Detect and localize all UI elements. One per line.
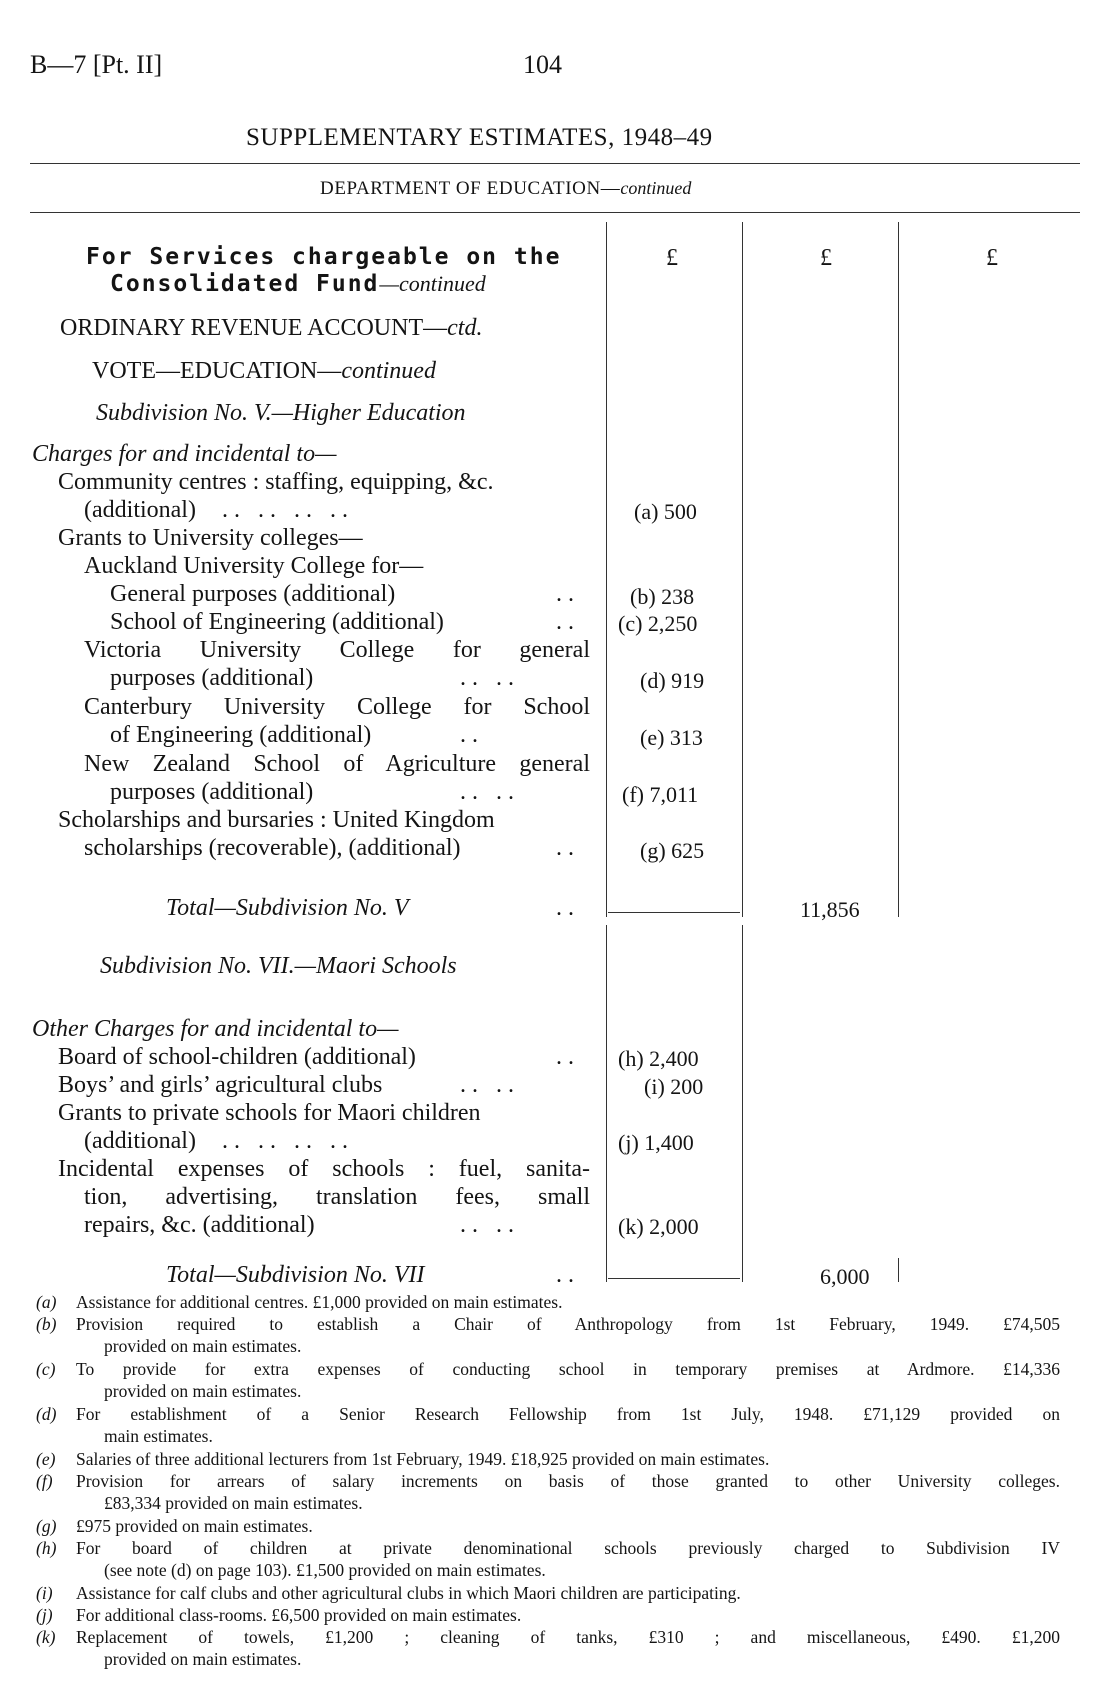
amount-c: (c) 2,250: [618, 611, 698, 636]
line-grants-private-schools-cont: (additional): [84, 1128, 196, 1154]
department-rule: [30, 212, 1080, 213]
leader-dots: ..: [556, 1262, 580, 1288]
line-incidental-expenses-end: repairs, &c. (additional): [84, 1212, 315, 1238]
leader-dots: ..: [556, 895, 580, 921]
line-auckland-general: General purposes (additional): [110, 581, 396, 607]
total-5-rule: [608, 912, 740, 913]
leader-dots: ..: [556, 609, 580, 635]
footnote-d: (d) For establishment of a Senior Research Fellowship from 1st July, 1948. £71,129 provided on: [36, 1404, 1060, 1424]
footnote-k-cont: provided on main estimates.: [104, 1649, 302, 1669]
line-auckland: Auckland University College for—: [84, 553, 424, 579]
amount-f: (f) 7,011: [622, 782, 699, 807]
document-reference: B—7 [Pt. II]: [30, 50, 163, 79]
line-agricultural-clubs: Boys’ and girls’ agricultural clubs: [58, 1072, 383, 1098]
total-subdivision-5-value: 11,856: [800, 897, 860, 922]
total-subdivision-5-label: Total—Subdivision No. V: [166, 895, 409, 921]
page-title: SUPPLEMENTARY ESTIMATES, 1948–49: [246, 124, 713, 151]
amount-b: (b) 238: [630, 584, 695, 609]
leader-dots: ..: [556, 835, 580, 861]
title-rule: [30, 163, 1080, 164]
total-7-rule: [608, 1278, 740, 1279]
line-incidental-expenses-cont: tion, advertising, translation fees, small: [84, 1184, 590, 1210]
footnote-d-cont: main estimates.: [104, 1426, 213, 1446]
subdivision-5-heading: Subdivision No. V.—Higher Education: [96, 400, 466, 426]
subdivision-7-charges-heading: Other Charges for and incidental to—: [32, 1016, 399, 1042]
account-heading: ORDINARY REVENUE ACCOUNT—ctd.: [60, 315, 483, 341]
footnote-i: (i) Assistance for calf clubs and other agricultural clubs in which Maori children are participating.: [36, 1583, 741, 1603]
line-grants-university: Grants to University colleges—: [58, 525, 363, 551]
subdivision-7-heading: Subdivision No. VII.—Maori Schools: [100, 953, 457, 979]
column-divider-3b: [898, 1258, 899, 1282]
amount-h: (h) 2,400: [618, 1046, 699, 1071]
line-nz-agriculture: New Zealand School of Agriculture general: [84, 751, 590, 777]
amount-k: (k) 2,000: [618, 1214, 699, 1239]
line-incidental-expenses: Incidental expenses of schools : fuel, sanita-: [58, 1156, 590, 1182]
footnote-a: (a) Assistance for additional centres. £1,000 provided on main estimates.: [36, 1292, 563, 1312]
leader-dots: .. ..: [460, 779, 520, 805]
leader-dots: .. ..: [460, 1212, 520, 1238]
line-community-centres: Community centres : staffing, equipping, &c.: [58, 469, 494, 495]
footnote-h: (h) For board of children at private denominational schools previously charged to Subdivision IV: [36, 1538, 1060, 1558]
column-divider-2: [742, 222, 743, 917]
footnote-f: (f) Provision for arrears of salary increments on basis of those granted to other University colleges.: [36, 1471, 1060, 1491]
line-canterbury-cont: of Engineering (additional): [110, 722, 372, 748]
amount-j: (j) 1,400: [618, 1130, 694, 1155]
column-divider-1b: [606, 925, 607, 1282]
amount-a: (a) 500: [634, 499, 697, 524]
services-heading-line1: For Services chargeable on the: [86, 244, 562, 270]
footnote-b-cont: provided on main estimates.: [104, 1336, 302, 1356]
leader-dots: .. ..: [460, 1072, 520, 1098]
line-victoria: Victoria University College for general: [84, 637, 590, 663]
total-subdivision-7-value: 6,000: [820, 1264, 870, 1289]
footnote-k: (k) Replacement of towels, £1,200 ; cleaning of tanks, £310 ; and miscellaneous, £490. £1,200: [36, 1627, 1060, 1647]
line-victoria-cont: purposes (additional): [110, 665, 314, 691]
column-divider-1: [606, 222, 607, 917]
footnote-b: (b) Provision required to establish a Chair of Anthropology from 1st February, 1949. £74,505: [36, 1314, 1060, 1334]
footnote-j: (j) For additional class-rooms. £6,500 provided on main estimates.: [36, 1605, 522, 1625]
line-grants-private-schools: Grants to private schools for Maori children: [58, 1100, 481, 1126]
amount-e: (e) 313: [640, 725, 703, 750]
footnote-c-cont: provided on main estimates.: [104, 1381, 302, 1401]
line-auckland-engineering: School of Engineering (additional): [110, 609, 444, 635]
footnote-g: (g) £975 provided on main estimates.: [36, 1516, 313, 1536]
leader-dots: .. .. .. ..: [222, 497, 354, 523]
amount-g: (g) 625: [640, 838, 705, 863]
line-board-school-children: Board of school-children (additional): [58, 1044, 416, 1070]
footnote-f-cont: £83,334 provided on main estimates.: [104, 1493, 363, 1513]
department-heading: DEPARTMENT OF EDUCATION—continued: [320, 178, 692, 199]
column-divider-3: [898, 222, 899, 917]
line-community-centres-cont: (additional): [84, 497, 196, 523]
amount-d: (d) 919: [640, 668, 705, 693]
column-divider-2b: [742, 925, 743, 1282]
footnote-h-cont: (see note (d) on page 103). £1,500 provided on main estimates.: [104, 1560, 546, 1580]
column-heading-2: £: [820, 245, 832, 271]
services-heading-line2: Consolidated Fund—continued: [110, 271, 486, 297]
page-number: 104: [523, 50, 562, 79]
line-scholarships-cont: scholarships (recoverable), (additional): [84, 835, 461, 861]
leader-dots: ..: [460, 722, 484, 748]
vote-heading: VOTE—EDUCATION—continued: [92, 358, 436, 384]
leader-dots: ..: [556, 581, 580, 607]
footnote-e: (e) Salaries of three additional lecturers from 1st February, 1949. £18,925 provided on main estimates.: [36, 1449, 770, 1469]
subdivision-5-charges-heading: Charges for and incidental to—: [32, 441, 337, 467]
line-canterbury: Canterbury University College for School: [84, 694, 590, 720]
line-scholarships: Scholarships and bursaries : United Kingdom: [58, 807, 495, 833]
line-nz-agriculture-cont: purposes (additional): [110, 779, 314, 805]
column-heading-3: £: [986, 245, 998, 271]
total-subdivision-7-label: Total—Subdivision No. VII: [166, 1262, 425, 1288]
footnote-c: (c) To provide for extra expenses of conducting school in temporary premises at Ardmore. £14,336: [36, 1359, 1060, 1379]
column-heading-1: £: [666, 245, 678, 271]
leader-dots: .. .. .. ..: [222, 1128, 354, 1154]
amount-i: (i) 200: [644, 1074, 704, 1099]
leader-dots: .. ..: [460, 665, 520, 691]
leader-dots: ..: [556, 1044, 580, 1070]
